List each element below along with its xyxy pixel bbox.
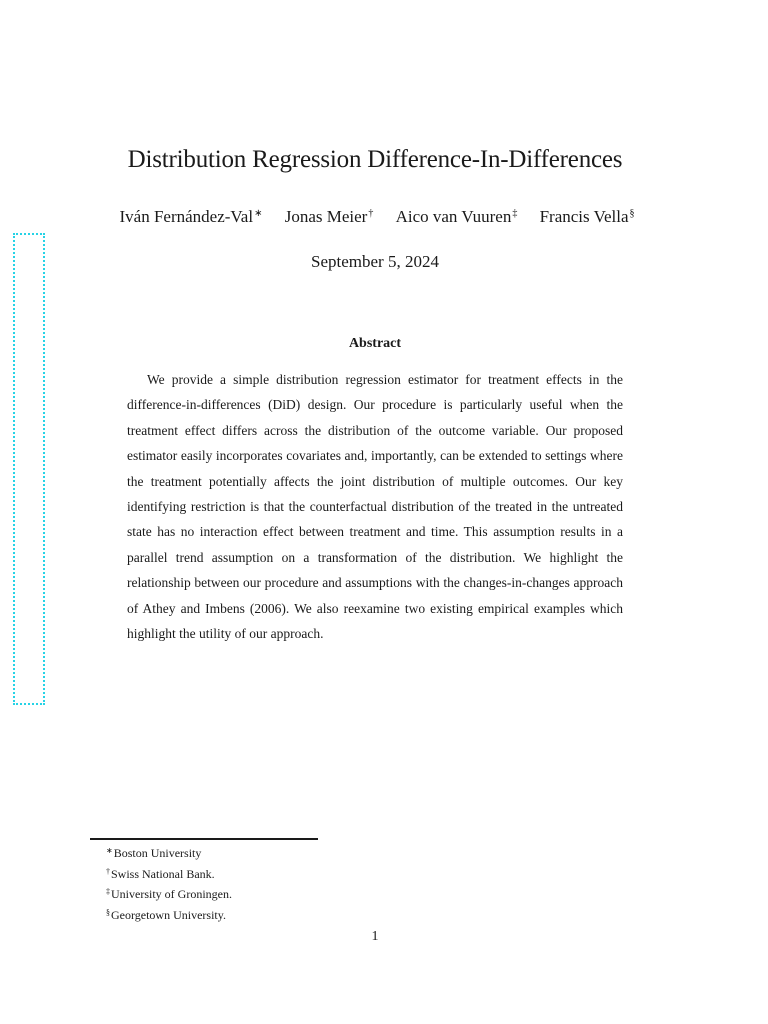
footnotes bbox=[106, 842, 232, 924]
footnote-text: University of Groningen. bbox=[111, 887, 232, 901]
footnote-mark: † bbox=[106, 866, 110, 876]
footnote-divider bbox=[90, 838, 318, 840]
abstract-heading: Abstract bbox=[348, 336, 402, 351]
author-mark: ∗ bbox=[254, 208, 263, 219]
footnote-text: Georgetown University. bbox=[111, 907, 226, 922]
author-fernandez-val bbox=[119, 207, 262, 227]
author-meier bbox=[285, 207, 374, 227]
footnote-text: Swiss National Bank. bbox=[111, 866, 215, 881]
page-number: 1 bbox=[371, 929, 379, 944]
author-mark: ‡ bbox=[512, 208, 518, 219]
author-mark: § bbox=[629, 208, 635, 219]
footnote-item bbox=[106, 842, 232, 863]
footnote-mark: ‡ bbox=[106, 887, 110, 896]
abstract-text: We provide a simple distribution regression estimator for treatment effects in the difference-in-differences (DiD) design. Our procedure is particularly useful when the treatment effect differs across the distribution of the outcome variable. Our proposed estimator easily incorporates covariates and, importantly, can be extended to settings where the treatment potentially affects the joint distribution of multiple outcomes. Our key identifying restriction is that the counterfactual distribution of the treated in the untreated state has no interaction effect between treatment and time. This assumption results in a parallel trend assumption on a transformation of the distribution. We highlight the relationship between our procedure and assumptions with the changes-in-changes approach of Athey and Imbens (2006). We also reexamine two existing empirical examples which highlight the utility of our approach. bbox=[127, 372, 623, 642]
footnote-item bbox=[106, 904, 232, 925]
author-name: Aico van Vuuren bbox=[395, 207, 512, 226]
arxiv-id-box[interactable] bbox=[13, 233, 45, 705]
author-name: Iván Fernández-Val bbox=[119, 207, 254, 226]
publication-date: September 5, 2024 bbox=[311, 252, 439, 271]
author-van-vuuren bbox=[396, 207, 518, 227]
footnote-mark: § bbox=[106, 907, 110, 917]
footnote-text: Boston University bbox=[113, 846, 202, 860]
footnote-mark: ∗ bbox=[106, 846, 113, 855]
author-list bbox=[0, 207, 754, 227]
author-vella bbox=[540, 207, 635, 227]
author-mark: † bbox=[368, 208, 374, 219]
author-name: Jonas Meier bbox=[284, 207, 368, 226]
author-name: Francis Vella bbox=[539, 207, 629, 226]
paper-title: Distribution Regression Difference-In-Differences bbox=[127, 146, 623, 173]
footnote-item bbox=[106, 883, 232, 904]
footnote-item bbox=[106, 863, 232, 884]
